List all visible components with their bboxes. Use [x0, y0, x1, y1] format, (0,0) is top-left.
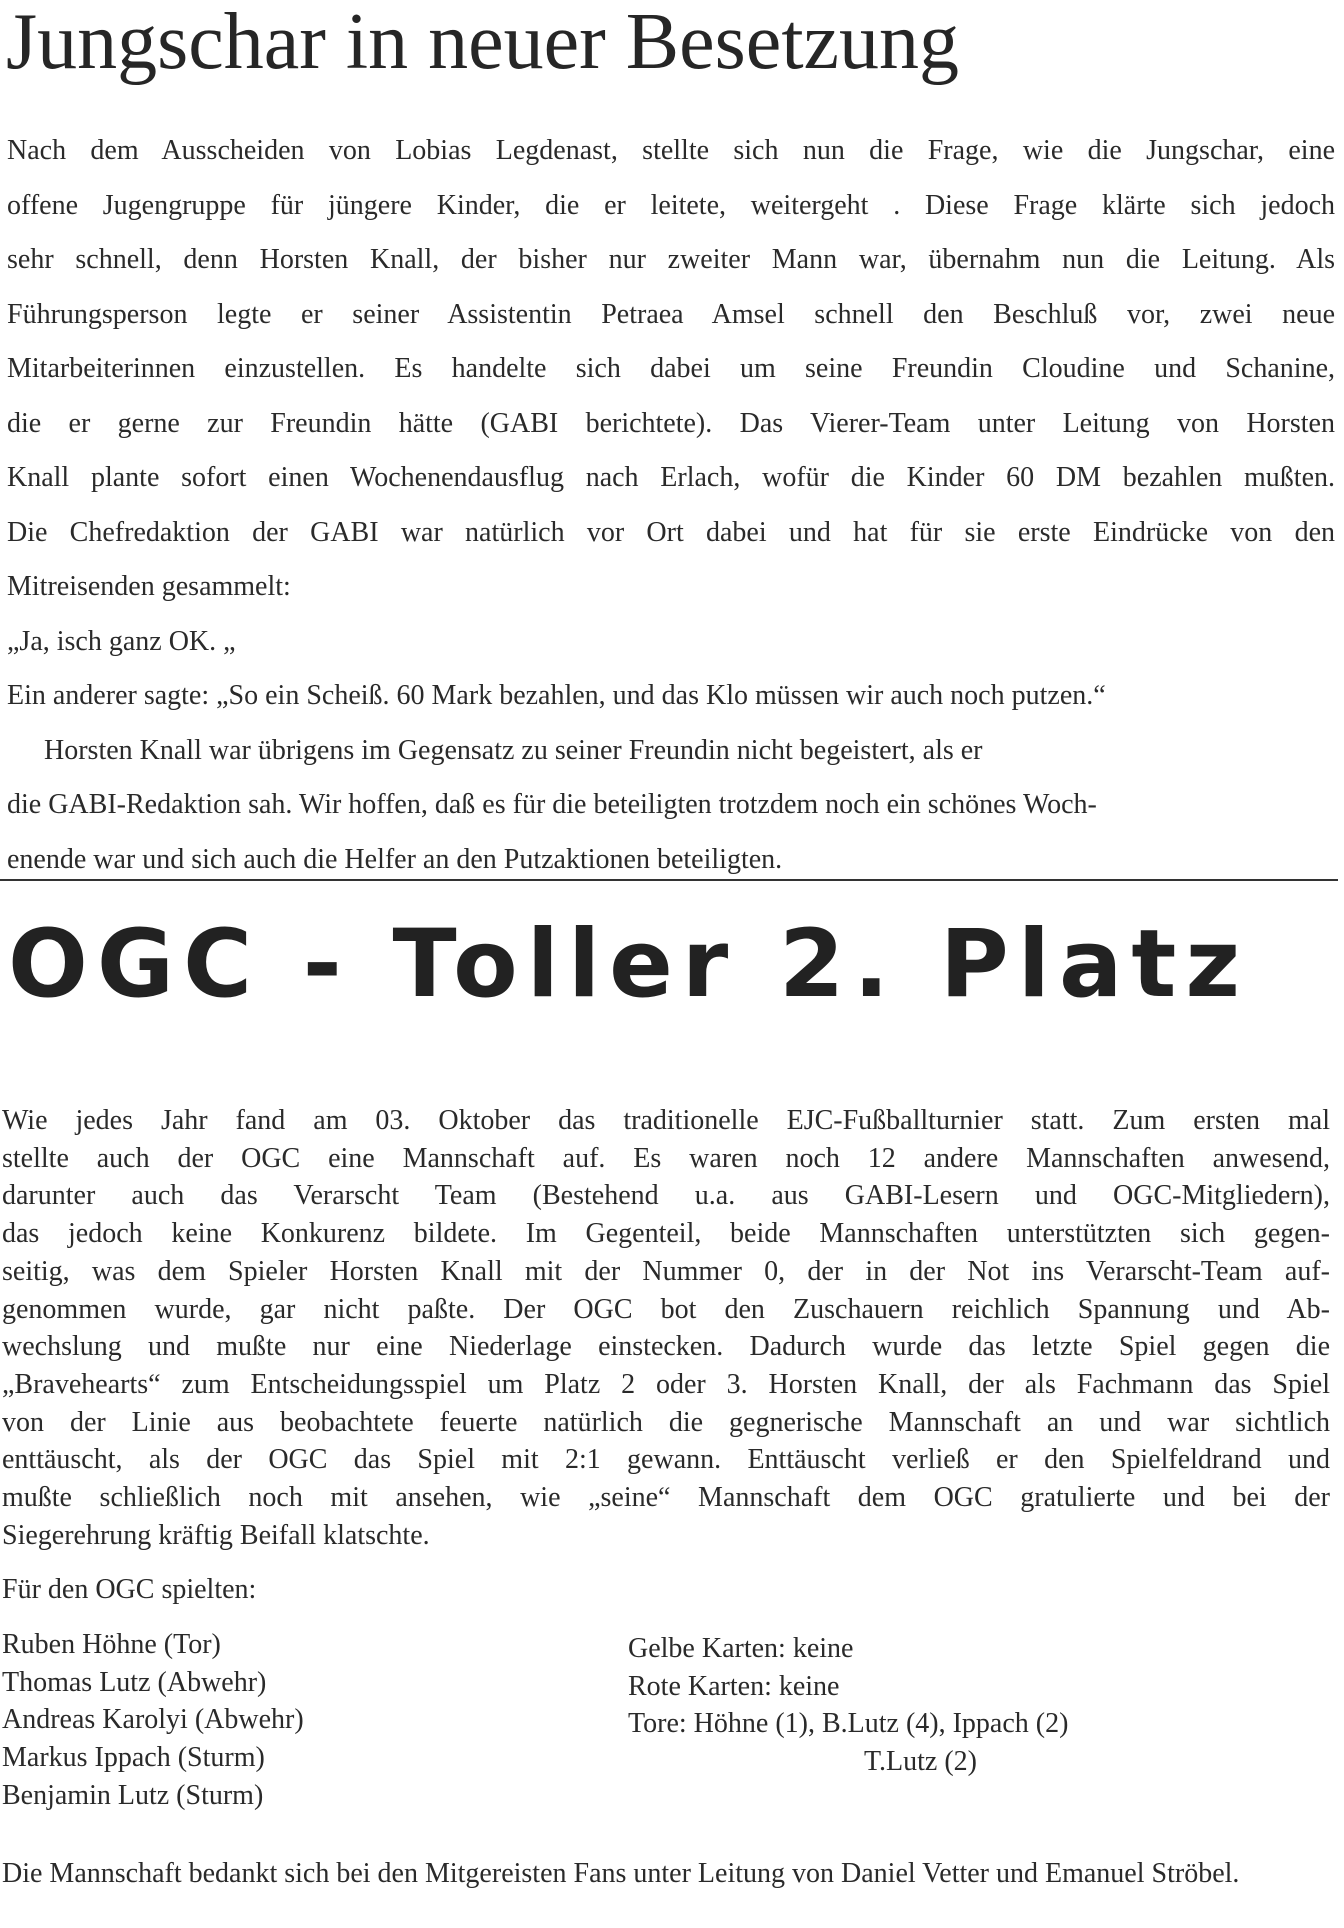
text-line: Mitarbeiterinnen einzustellen. Es handelte sich dabei um seine Freundin Cloudine und Schanine, — [7, 353, 1335, 384]
text-line: Mitreisenden gesammelt: — [7, 571, 291, 602]
text-line: seitig, was dem Spieler Horsten Knall mit der Nummer 0, der in der Not ins Verarscht-Team auf- — [2, 1255, 1330, 1287]
quote-line: „Ja, isch ganz OK. „ — [7, 625, 236, 657]
text-line: Siegerehrung kräftig Beifall klatschte. — [2, 1519, 430, 1551]
text-line: enttäuscht, als der OGC das Spiel mit 2:1 gewann. Enttäuscht verließ er den Spielfeldrand und — [2, 1444, 1330, 1476]
stat-yellow-cards: Gelbe Karten: keine — [628, 1633, 854, 1664]
text-line: Nach dem Ausscheiden von Lobias Legdenast, stellte sich nun die Frage, wie die Jungschar, eine — [7, 135, 1335, 166]
article-title-jungschar: Jungschar in neuer Besetzung — [6, 0, 960, 86]
text-line: sehr schnell, denn Horsten Knall, der bisher nur zweiter Mann war, übernahm nun die Leitung. Als — [7, 244, 1335, 275]
text-line: darunter auch das Verarscht Team (Bestehend u.a. aus GABI-Lesern und OGC-Mitgliedern), — [2, 1180, 1330, 1212]
text-line: Horsten Knall war übrigens im Gegensatz zu seiner Freundin nicht begeistert, als er — [44, 734, 983, 766]
text-line: Wie jedes Jahr fand am 03. Oktober das traditionelle EJC-Fußballturnier statt. Zum ersten mal — [2, 1105, 1330, 1136]
section-divider — [0, 879, 1338, 881]
text-line: genommen wurde, gar nicht paßte. Der OGC bot den Zuschauern reichlich Spannung und Ab- — [2, 1293, 1330, 1325]
text-line: Die Chefredaktion der GABI war natürlich vor Ort dabei und hat für sie erste Eindrücke von den — [7, 516, 1335, 548]
text-line: stellte auch der OGC eine Mannschaft auf. Es waren noch 12 andere Mannschaften anwesend, — [2, 1142, 1330, 1174]
player-item: Andreas Karolyi (Abwehr) — [2, 1704, 304, 1736]
player-item: Markus Ippach (Sturm) — [2, 1742, 265, 1774]
text-line: wechslung und mußte nur eine Niederlage einstecken. Dadurch wurde das letzte Spiel gegen die — [2, 1331, 1330, 1363]
text-line: das jedoch keine Konkurenz bildete. Im Gegenteil, beide Mannschaften unterstützten sich gegen- — [2, 1218, 1330, 1250]
stat-goals: Tore: Höhne (1), B.Lutz (4), Ippach (2) — [628, 1708, 1069, 1740]
article-title-ogc: OGC - Toller 2. Platz — [8, 910, 1250, 1019]
players-heading: Für den OGC spielten: — [2, 1574, 257, 1605]
players-list — [2, 1626, 304, 1815]
stat-red-cards: Rote Karten: keine — [628, 1670, 840, 1702]
text-line: offene Jugengruppe für jüngere Kinder, die er leitete, weitergeht . Diese Frage klärte sich jedoch — [7, 189, 1335, 221]
player-item: Ruben Höhne (Tor) — [2, 1629, 221, 1660]
text-line: die GABI-Redaktion sah. Wir hoffen, daß es für die beteiligten trotzdem noch ein schönes Woch- — [7, 789, 1097, 820]
thanks-note: Die Mannschaft bedankt sich bei den Mitgereisten Fans unter Leitung von Daniel Vetter und Emanuel Ströbel. — [2, 1858, 1240, 1889]
match-stats — [628, 1630, 1068, 1781]
player-item: Thomas Lutz (Abwehr) — [2, 1666, 267, 1698]
text-line: mußte schließlich noch mit ansehen, wie „seine“ Mannschaft dem OGC gratulierte und bei der — [2, 1482, 1330, 1514]
article-body-ogc — [2, 1102, 1330, 1554]
player-item: Benjamin Lutz (Sturm) — [2, 1779, 264, 1811]
text-line: „Bravehearts“ zum Entscheidungsspiel um Platz 2 oder 3. Horsten Knall, der als Fachmann das Spiel — [2, 1368, 1330, 1400]
text-line: enende war und sich auch die Helfer an den Putzaktionen beteiligten. — [7, 843, 783, 875]
text-line: von der Linie aus beobachtete feuerte natürlich die gegnerische Mannschaft an und war sichtlich — [2, 1406, 1330, 1438]
text-line: Knall plante sofort einen Wochenendausflug nach Erlach, wofür die Kinder 60 DM bezahlen mußten. — [7, 462, 1335, 493]
stat-goals-continued: T.Lutz (2) — [864, 1746, 977, 1778]
text-line: Führungsperson legte er seiner Assistentin Petraea Amsel schnell den Beschluß vor, zwei neue — [7, 298, 1335, 330]
text-line: die er gerne zur Freundin hätte (GABI berichtete). Das Vierer-Team unter Leitung von Horsten — [7, 407, 1335, 439]
article-body-jungschar — [7, 124, 1335, 887]
quote-line: Ein anderer sagte: „So ein Scheiß. 60 Mark bezahlen, und das Klo müssen wir auch noch putzen.“ — [7, 680, 1106, 711]
